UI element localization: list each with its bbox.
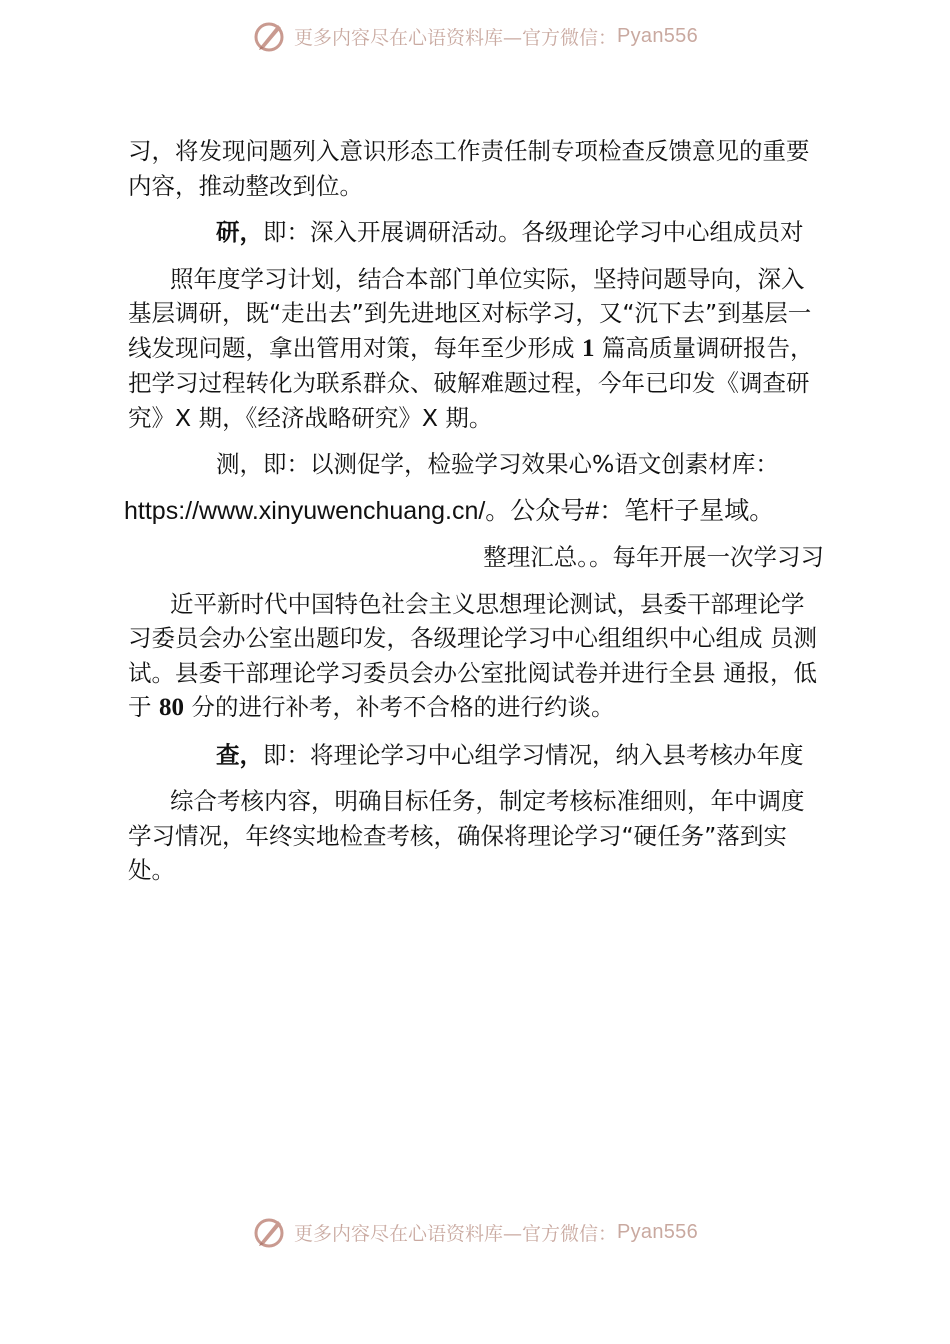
paragraph-3-text: 照年度学习计划，结合本部门单位实际，坚持问题导向，深入基层调研，既“走出去”到先进地区对标学习，又“沉下去”到基层一线发现问题，拿出管用对策，每年至少形成 [128, 264, 812, 362]
footer-watermark [0, 1212, 950, 1252]
paragraph-1: 习，将发现问题列入意识形态工作责任制专项检查反馈意见的重要内容，推动整改到位。 [128, 137, 810, 200]
keyword-check: 查， [216, 740, 263, 769]
paragraph-3-text-b: 篇高质量调研报告，把学习过程转化为联系群众、破解难题过程，今年已印发《调查研究》X 期，《经济战略研究》X 期。 [128, 333, 814, 432]
paragraph-8 [128, 738, 824, 773]
paragraph-2-text: 即：深入开展调研活动。各级理论学习中心组成员对 [263, 218, 804, 246]
paragraph-7 [128, 587, 824, 726]
paragraph-9: 综合考核内容，明确目标任务，制定考核标准细则，年中调度学习情况，年终实地检查考核，确保将理论学习“硬任务”落到实处。 [128, 787, 805, 884]
paragraph-2 [128, 215, 824, 250]
report-count: 1 [581, 334, 595, 362]
keyword-research: 研， [216, 218, 263, 246]
url-line: https://www.xinyuwenchuang.cn/。公众号#：笔杆子星域。 [124, 496, 775, 525]
pen-logo-icon [252, 1215, 286, 1249]
paragraph-3 [128, 262, 824, 436]
watermark-id: Pyan556 [616, 24, 699, 47]
paragraph-7-text: 近平新时代中国特色社会主义思想理论测试，县委干部理论学习委员会办公室出题印发，各级理论学习中心组组织中心组成 员测试。县委干部理论学习委员会办公室批阅试卷并进行全县 通报，低于 [128, 589, 817, 721]
paragraph-8-text: 即：将理论学习中心组学习情况，纳入县考核办年度 [263, 740, 804, 769]
watermark-text: 更多内容尽在心语资料库—官方微信： [293, 1222, 617, 1245]
pen-logo-icon [252, 19, 286, 53]
score-threshold: 80 [158, 694, 184, 721]
paragraph-7-text-b: 分的进行补考，补考不合格的进行约谈。 [191, 693, 615, 721]
watermark-id: Pyan556 [616, 1220, 699, 1243]
document-body [124, 134, 824, 888]
paragraph-6: 整理汇总。。每年开展一次学习习 [483, 543, 824, 571]
header-watermark [0, 16, 950, 56]
paragraph-4: 测，即：以测促学，检验学习效果心%语文创素材库： [216, 450, 779, 478]
watermark-text: 更多内容尽在心语资料库—官方微信： [293, 26, 617, 49]
